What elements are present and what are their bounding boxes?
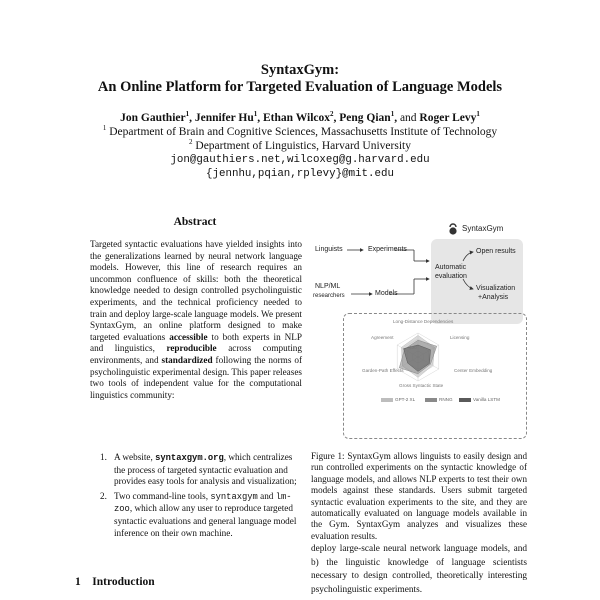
author-list xyxy=(0,111,600,125)
radar-series xyxy=(399,335,436,377)
radar-label-top: Long-Distance Dependencies xyxy=(393,319,454,324)
section-title: Introduction xyxy=(92,576,155,588)
abstract-heading: Abstract xyxy=(173,216,217,228)
section-number: 1 xyxy=(75,576,81,588)
paper-title-line2: An Online Platform for Targeted Evaluation of Language Models xyxy=(97,79,503,95)
linguists-label: Linguists xyxy=(315,246,343,253)
logo-text: SyntaxGym xyxy=(462,224,504,233)
abstract-part: to both experts in NLP and linguistics, xyxy=(90,331,303,354)
radar-label-center-embedding: Center Embedding xyxy=(454,368,493,373)
author-and: and xyxy=(399,112,417,124)
affiliation-text: Department of Brain and Cognitive Sciences, Massachusetts Institute of Technology xyxy=(109,126,498,138)
researchers-label: researchers xyxy=(313,293,345,299)
models-label: Models xyxy=(375,290,398,297)
evaluation-label: evaluation xyxy=(435,273,467,280)
author-name: Jennifer Hu xyxy=(194,112,254,124)
intro-continuation-text: deploy large-scale neural network language models, and b) the linguistic knowledge of language scientists necessary to design controlled, theoretically interesting psycholinguistic experiments. xyxy=(311,544,527,595)
abstract-emphasis: reproducible xyxy=(166,343,217,354)
abstract-emphasis: standardized xyxy=(161,354,213,365)
figure-caption: Figure 1: SyntaxGym allows linguists to easily design and run controlled experiments on the syntactic knowledge of language models, and allows NLP experts to test their own models against these standards. Users submit targeted syntactic evaluation experiments to the site, and they are automatically evaluated on language models available in the Gym. SyntaxGym analyzes and visualizes these evaluation results. xyxy=(311,451,527,541)
nlp-label: NLP/ML xyxy=(315,283,341,290)
list-text: A website, xyxy=(114,452,153,462)
author-name: Roger Levy xyxy=(419,112,477,124)
abstract-part: following the norms of psycholinguistic experimental design. This paper releases two tools of independent value for the computational linguistics community: xyxy=(90,354,303,400)
visualization-label: Visualization xyxy=(476,285,516,292)
legend-lstm xyxy=(459,397,500,402)
legend-label: RNNG xyxy=(439,397,453,402)
contribution-list xyxy=(90,452,302,542)
author-separator: , xyxy=(333,112,337,124)
legend-swatch xyxy=(381,398,393,402)
legend-rnng xyxy=(425,397,453,402)
radar-label-garden-path: Garden-Path Effects xyxy=(362,368,404,373)
author-affiliation-mark: 1 xyxy=(253,110,258,119)
list-item xyxy=(90,491,302,539)
author-name: Jon Gauthier xyxy=(120,112,186,124)
legend-swatch xyxy=(459,398,471,402)
list-number: 1. xyxy=(100,452,107,462)
abstract-text xyxy=(90,239,302,401)
radar-scale: 100 xyxy=(409,345,417,350)
author-separator: , xyxy=(189,112,192,124)
radar-label-gross-syntactic: Gross Syntactic State xyxy=(399,383,444,388)
legend-label: GPT-2 XL xyxy=(395,397,416,402)
list-text: and xyxy=(260,490,274,501)
open-results-label: Open results xyxy=(476,248,516,255)
abstract-part: across computing environments, and xyxy=(90,343,302,365)
automatic-label: Automatic xyxy=(435,264,467,271)
radar-chart xyxy=(311,217,527,441)
legend-swatch xyxy=(425,398,437,402)
website-link[interactable]: syntaxgym.org xyxy=(155,453,224,463)
author-separator: , xyxy=(257,112,261,124)
author-affiliation-mark: 1 xyxy=(390,110,395,119)
affiliation-1 xyxy=(0,125,600,139)
affiliation-text: Department of Linguistics, Harvard University xyxy=(195,140,411,152)
author-affiliation-mark: 1 xyxy=(476,110,480,119)
legend-label: Vanilla LSTM xyxy=(473,397,500,402)
email-line-1: jon@gauthiers.net,wilcoxeg@g.harvard.edu xyxy=(170,154,430,166)
affiliation-2 xyxy=(0,139,600,153)
author-affiliation-mark: 1 xyxy=(185,110,190,119)
list-item xyxy=(90,452,302,488)
radar-label-agreement: Agreement xyxy=(371,335,394,340)
list-text: , which centralizes the process of targeted syntactic evaluation and provides easy tools for analysis and visualization; xyxy=(114,452,297,487)
abstract-emphasis: accessible xyxy=(169,331,208,342)
code-term: lm-zoo xyxy=(114,491,292,515)
figure-1 xyxy=(311,217,527,441)
affiliation-mark: 2 xyxy=(189,138,193,147)
list-text: , which allow any user to reproduce targeted syntactic evaluations and general language model inference on their own machine. xyxy=(114,503,297,538)
email-line-2: {jennhu,pqian,rplevy}@mit.edu xyxy=(206,168,394,180)
radar-label-licensing: Licensing xyxy=(450,335,470,340)
experiments-label: Experiments xyxy=(368,246,407,253)
affiliation-mark: 1 xyxy=(102,124,107,133)
code-term: syntaxgym xyxy=(210,491,258,502)
author-name: Ethan Wilcox xyxy=(263,112,330,124)
analysis-label: +Analysis xyxy=(478,294,509,301)
author-affiliation-mark: 2 xyxy=(330,110,334,119)
legend-gpt2 xyxy=(381,397,415,402)
abstract-part: Targeted syntactic evaluations have yielded insights into the generalizations learned by neural network language models. However, this line of research requires an uncommon confluence of skills: both the theoretical knowledge needed to design controlled psycholinguistic experiments, and the technical proficiency needed to train and deploy large-scale language models. We present SyntaxGym, an online platform designed to make targeted evaluations xyxy=(90,239,302,342)
author-name: Peng Qian xyxy=(339,112,391,124)
list-text: Two command-line tools, xyxy=(114,490,209,501)
list-number: 2. xyxy=(100,490,107,501)
section-heading xyxy=(75,576,155,588)
author-separator: , xyxy=(394,112,398,124)
paper-title-line1: SyntaxGym: xyxy=(260,62,340,78)
